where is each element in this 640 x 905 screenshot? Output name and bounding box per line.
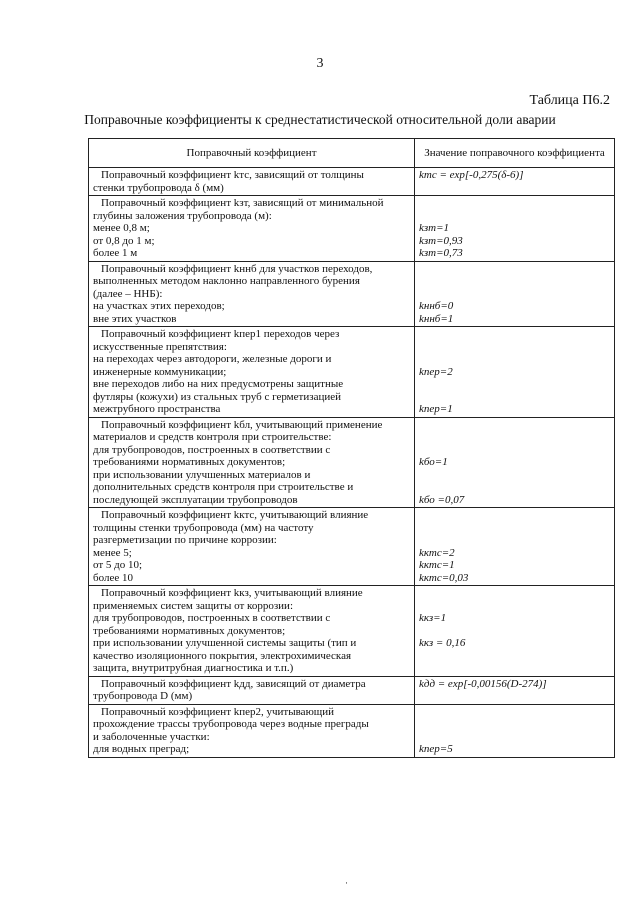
value-spacer [419, 706, 610, 719]
table-label: Таблица П6.2 [529, 93, 610, 108]
description-line: (далее – ННБ): [93, 287, 163, 300]
description-line: для водных преград; [93, 743, 190, 755]
value-spacer [419, 431, 610, 444]
description-line: менее 0,8 м; [93, 222, 150, 234]
description-line: защита, внутритрубная диагностика и т.п.) [93, 662, 294, 674]
value-spacer [419, 650, 610, 663]
value-spacer [419, 509, 610, 522]
value-line: kзт=1 [419, 222, 450, 234]
value-line: kпер=1 [419, 403, 453, 415]
description-line: Поправочный коэффициент kзт, зависящий от минимальной [101, 197, 384, 209]
coefficient-description [89, 168, 415, 196]
description-line: Поправочный коэффициент kктс, учитывающий влияние [101, 509, 369, 521]
coefficient-value [415, 417, 615, 508]
value-spacer [419, 731, 610, 744]
table-row [89, 196, 615, 262]
value-line: kктс=2 [419, 546, 455, 559]
description-line: менее 5; [93, 546, 132, 559]
description-line: при использовании улучшенных материалов и [93, 468, 311, 481]
value-spacer [419, 378, 610, 391]
coefficient-description [89, 586, 415, 677]
table-row [89, 327, 615, 418]
value-line: kдд = exp[-0,00156(D-274)] [419, 677, 547, 690]
document-title: Поправочные коэффициенты к среднестатистической относительной доли аварии [84, 112, 556, 127]
description-line: требованиями нормативных документов; [93, 624, 286, 637]
coefficient-value [415, 327, 615, 418]
value-spacer [419, 328, 610, 341]
description-line: выполненных методом наклонно направленного бурения [93, 275, 360, 287]
description-line: искусственные препятствия: [93, 340, 227, 353]
description-line: Поправочный коэффициент kтс, зависящий от толщины [101, 169, 364, 181]
value-line: kзт=0,93 [419, 234, 463, 247]
value-line: kбо =0,07 [419, 493, 465, 506]
table-header-row [89, 139, 615, 168]
description-line: межтрубного пространства [93, 403, 221, 415]
coefficient-value [415, 704, 615, 757]
description-line: требованиями нормативных документов; [93, 456, 286, 468]
value-line: kпер=2 [419, 365, 453, 378]
description-line: инженерные коммуникации; [93, 365, 227, 378]
description-line: Поправочный коэффициент kкз, учитывающий влияние [101, 587, 363, 599]
coefficient-description [89, 261, 415, 327]
value-line: kкз=1 [419, 612, 447, 624]
value-spacer [419, 182, 610, 195]
table-row [89, 586, 615, 677]
value-line: kпер=5 [419, 743, 453, 755]
description-line: Поправочный коэффициент kпер2, учитывающий [101, 705, 335, 718]
value-line: kктс=0,03 [419, 571, 469, 584]
coefficient-value [415, 508, 615, 586]
value-line: kзт=0,73 [419, 247, 463, 259]
coefficient-value [415, 261, 615, 327]
description-line: от 5 до 10; [93, 559, 143, 571]
coefficient-description [89, 676, 415, 704]
value-spacer [419, 690, 610, 703]
description-line: футляры (кожухи) из стальных труб с герметизацией [93, 390, 341, 403]
value-spacer [419, 419, 610, 432]
coefficient-description [89, 417, 415, 508]
table-row [89, 676, 615, 704]
description-line: вне этих участков [93, 312, 177, 325]
page-number: 3 [316, 56, 324, 71]
description-line: последующей эксплуатации трубопроводов [93, 493, 298, 506]
coefficient-value [415, 586, 615, 677]
value-spacer [419, 522, 610, 535]
description-line: применяемых систем защиты от коррозии: [93, 599, 294, 612]
description-line: стенки трубопровода δ (мм) [93, 181, 224, 194]
value-line: kтс = exp[-0,275(δ-6)] [419, 169, 524, 181]
value-spacer [419, 625, 610, 638]
value-spacer [419, 341, 610, 354]
description-line: трубопровода D (мм) [93, 690, 193, 702]
value-line: kктс=1 [419, 559, 455, 571]
description-line: Поправочный коэффициент kдд, зависящий от диаметра [101, 677, 366, 690]
value-spacer [419, 587, 610, 600]
value-line: kкз = 0,16 [419, 637, 466, 649]
description-line: при использовании улучшенной системы защиты (тип и [93, 637, 357, 649]
value-spacer [419, 718, 610, 731]
value-spacer [419, 534, 610, 547]
table-row [89, 704, 615, 757]
description-line: качество изоляционного покрытия, электрохимическая [93, 649, 352, 662]
header-coefficient: Поправочный коэффициент [89, 139, 415, 168]
coefficients-table [88, 138, 615, 758]
description-line: вне переходов либо на них предусмотрены защитные [93, 378, 344, 390]
value-spacer [419, 469, 610, 482]
description-line: прохождение трассы трубопровода через водные преграды [93, 718, 369, 730]
value-spacer [419, 210, 610, 223]
description-line: дополнительных средств контроля при строительстве и [93, 481, 354, 493]
value-spacer [419, 353, 610, 366]
value-spacer [419, 481, 610, 494]
value-spacer [419, 600, 610, 613]
value-line: kннб=1 [419, 312, 454, 325]
description-line: для трубопроводов, построенных в соответствии с [93, 612, 331, 624]
table-row [89, 261, 615, 327]
value-line: kннб=0 [419, 300, 454, 312]
value-spacer [419, 288, 610, 301]
description-line: на переходах через автодороги, железные дороги и [93, 353, 332, 365]
description-line: более 1 м [93, 247, 138, 259]
value-spacer [419, 275, 610, 288]
value-spacer [419, 263, 610, 276]
value-spacer [419, 391, 610, 404]
value-line: kбо=1 [419, 456, 448, 468]
table-row [89, 168, 615, 196]
description-line: материалов и средств контроля при строительстве: [93, 431, 332, 443]
header-value: Значение поправочного коэффициента [415, 139, 615, 168]
scan-mark: · [345, 878, 348, 888]
description-line: Поправочный коэффициент kннб для участков переходов, [101, 262, 373, 275]
description-line: разгерметизации по причине коррозии: [93, 534, 277, 546]
description-line: более 10 [93, 571, 133, 584]
description-line: от 0,8 до 1 м; [93, 234, 155, 247]
description-line: Поправочный коэффициент kбл, учитывающий применение [101, 418, 383, 431]
description-line: глубины заложения трубопровода (м): [93, 209, 272, 222]
value-spacer [419, 662, 610, 675]
table-row [89, 508, 615, 586]
description-line: на участках этих переходов; [93, 300, 225, 312]
coefficient-description [89, 704, 415, 757]
description-line: для трубопроводов, построенных в соответствии с [93, 443, 331, 456]
coefficient-value [415, 168, 615, 196]
value-spacer [419, 444, 610, 457]
value-spacer [419, 197, 610, 210]
coefficient-value [415, 196, 615, 262]
coefficient-description [89, 327, 415, 418]
coefficient-description [89, 508, 415, 586]
table-row [89, 417, 615, 508]
coefficient-value [415, 676, 615, 704]
description-line: Поправочный коэффициент kпер1 переходов через [101, 328, 340, 340]
description-line: толщины стенки трубопровода (мм) на частоту [93, 521, 314, 534]
coefficient-description [89, 196, 415, 262]
description-line: и заболоченные участки: [93, 730, 210, 743]
